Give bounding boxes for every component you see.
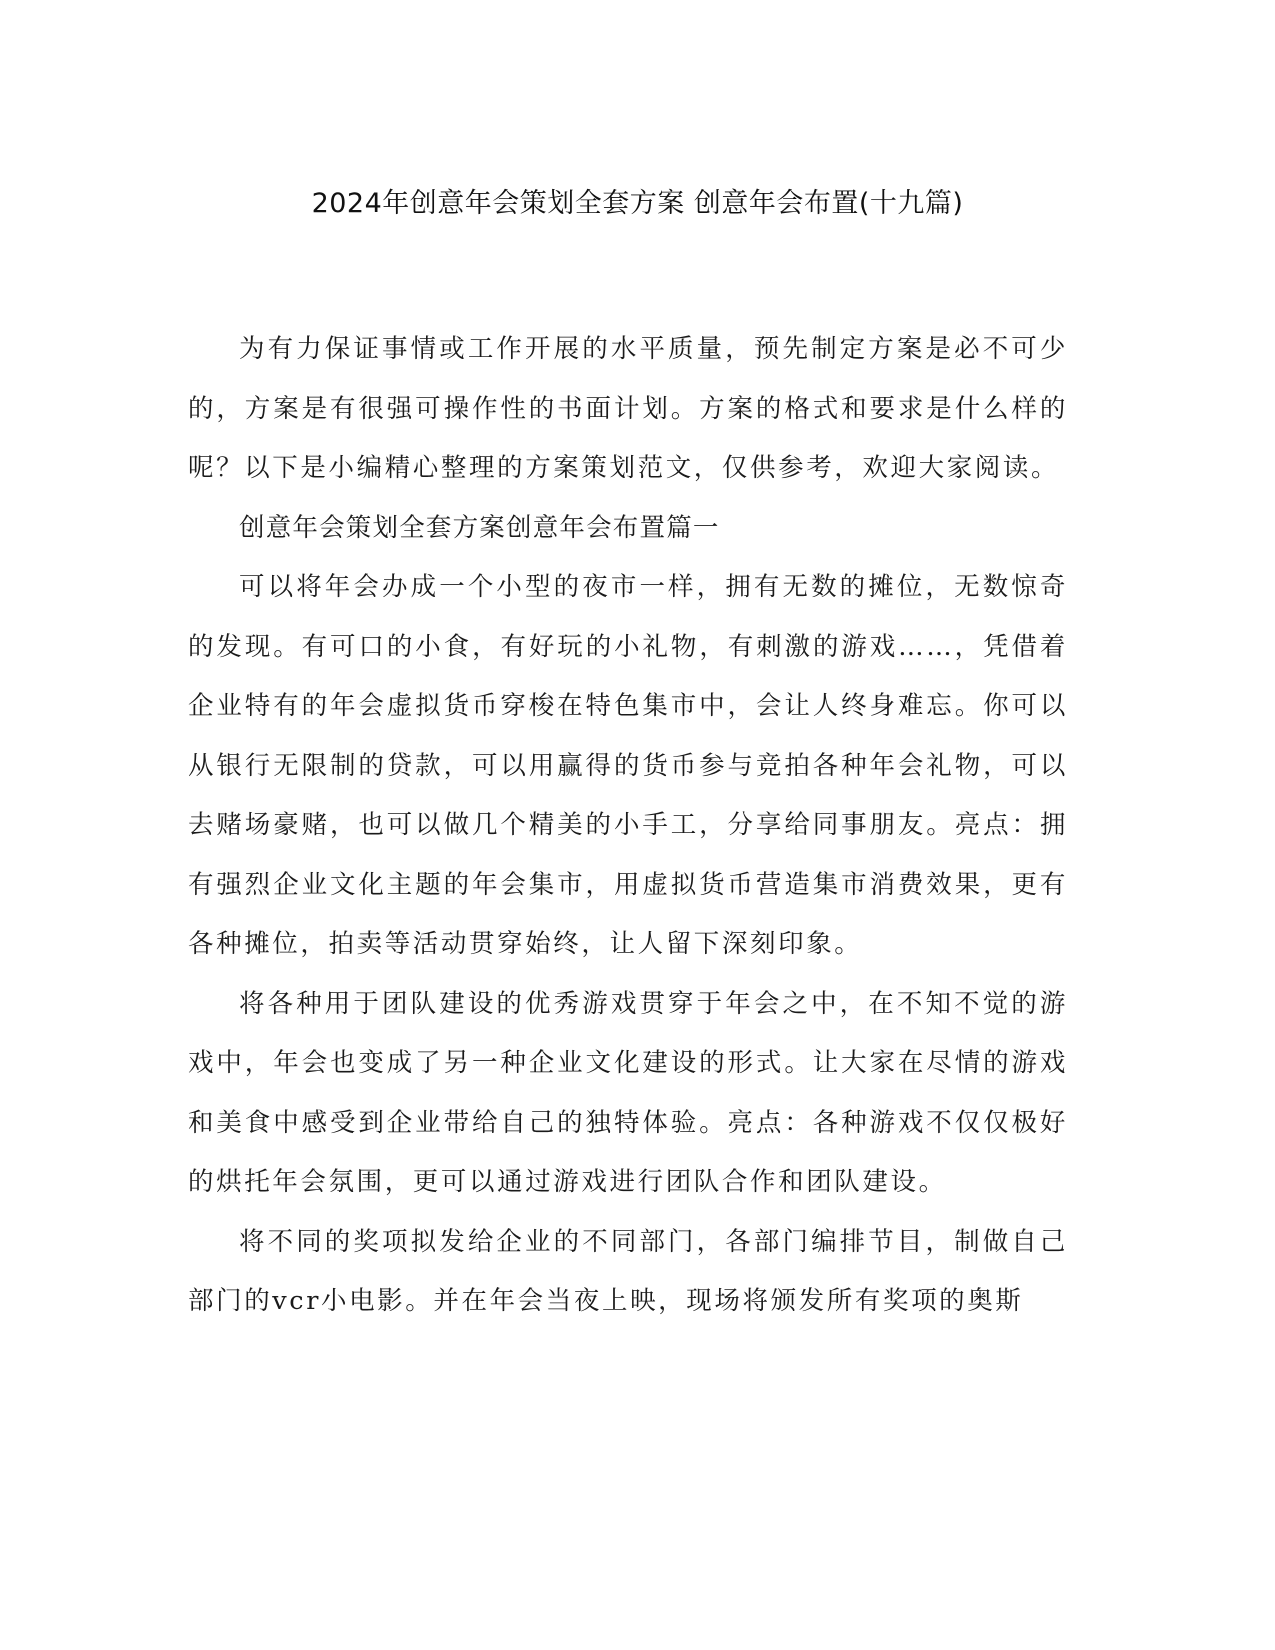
body-paragraph: 将不同的奖项拟发给企业的不同部门，各部门编排节目，制做自己部门的vcr小电影。并在年会当夜上映，现场将颁发所有奖项的奥斯 [188,1226,1068,1316]
body-paragraph: 可以将年会办成一个小型的夜市一样，拥有无数的摊位，无数惊奇的发现。有可口的小食，有好玩的小礼物，有刺激的游戏……，凭借着企业特有的年会虚拟货币穿梭在特色集市中，会让人终身难忘。你可以从银行无限制的贷款，可以用赢得的货币参与竞拍各种年会礼物，可以去赌场豪赌，也可以做几个精美的小手工，分享给同事朋友。亮点：拥有强烈企业文化主题的年会集市，用虚拟货币营造集市消费效果，更有各种摊位，拍卖等活动贯穿始终，让人留下深刻印象。 [188,572,1068,959]
document-title: 2024年创意年会策划全套方案 创意年会布置(十九篇) [311,188,964,219]
intro-paragraph: 为有力保证事情或工作开展的水平质量，预先制定方案是必不可少的，方案是有很强可操作性的书面计划。方案的格式和要求是什么样的呢？以下是小编精心整理的方案策划范文，仅供参考，欢迎大家阅读。 [188,334,1068,483]
body-paragraph: 将各种用于团队建设的优秀游戏贯穿于年会之中，在不知不觉的游戏中，年会也变成了另一种企业文化建设的形式。让大家在尽情的游戏和美食中感受到企业带给自己的独特体验。亮点：各种游戏不仅仅极好的烘托年会氛围，更可以通过游戏进行团队合作和团队建设。 [188,988,1068,1197]
document-body [188,320,1068,1332]
section-heading: 创意年会策划全套方案创意年会布置篇一 [239,512,720,543]
